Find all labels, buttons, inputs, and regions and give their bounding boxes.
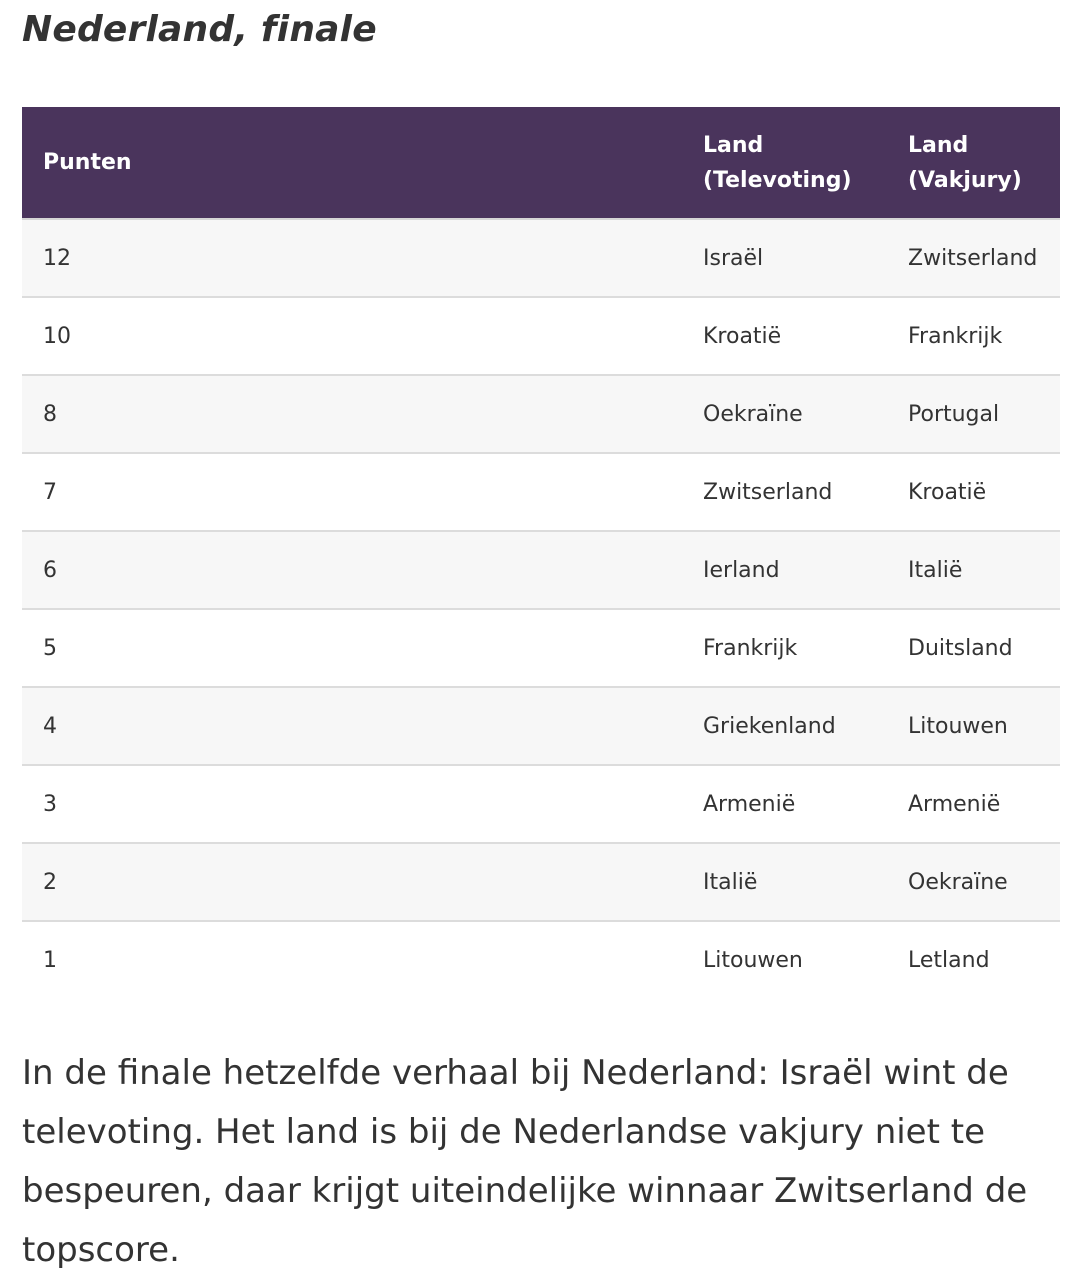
header-punten: Punten xyxy=(43,150,132,175)
points-cell: 5 xyxy=(43,635,57,661)
table-row xyxy=(22,219,1060,297)
vakjury-cell: Kroatië xyxy=(908,479,987,505)
table-row xyxy=(22,921,1060,999)
table-body xyxy=(22,219,1060,999)
points-cell: 2 xyxy=(43,869,57,895)
vakjury-cell: Zwitserland xyxy=(908,245,1038,271)
televoting-cell: Kroatië xyxy=(703,323,782,349)
televoting-cell: Israël xyxy=(703,245,764,271)
vakjury-cell: Frankrijk xyxy=(908,323,1003,349)
points-cell: 10 xyxy=(43,323,71,349)
section-heading: Nederland, finale xyxy=(22,9,377,50)
vakjury-cell: Oekraïne xyxy=(908,869,1008,895)
points-table-wrapper xyxy=(22,107,1060,999)
vakjury-cell: Litouwen xyxy=(908,713,1008,739)
vakjury-cell: Duitsland xyxy=(908,635,1013,661)
header-televoting-line1: Land xyxy=(703,132,764,158)
televoting-cell: Griekenland xyxy=(703,713,836,739)
televoting-cell: Armenië xyxy=(703,791,796,817)
points-cell: 4 xyxy=(43,713,57,739)
table-row xyxy=(22,453,1060,531)
table-row xyxy=(22,843,1060,921)
article-paragraph: In de finale hetzelfde verhaal bij Nederland: Israël wint de televoting. Het land is bij de Nederlandse vakjury niet te bespeuren, daar krijgt uiteindelijke winnaar Zwitserland de topscore. xyxy=(22,1053,1028,1270)
header-land-vakjury xyxy=(887,107,1060,219)
vakjury-cell: Italië xyxy=(908,557,963,583)
table-row xyxy=(22,297,1060,375)
header-vakjury-line1: Land xyxy=(908,132,969,158)
table-row xyxy=(22,531,1060,609)
televoting-cell: Ierland xyxy=(703,557,780,583)
points-table xyxy=(22,107,1060,999)
table-row xyxy=(22,609,1060,687)
televoting-cell: Oekraïne xyxy=(703,401,803,427)
points-cell: 3 xyxy=(43,791,57,817)
points-cell: 6 xyxy=(43,557,57,583)
points-cell: 12 xyxy=(43,245,71,271)
vakjury-cell: Armenië xyxy=(908,791,1001,817)
table-header-row xyxy=(22,107,1060,219)
televoting-cell: Zwitserland xyxy=(703,479,833,505)
televoting-cell: Italië xyxy=(703,869,758,895)
televoting-cell: Litouwen xyxy=(703,948,803,973)
table-row xyxy=(22,375,1060,453)
table-row xyxy=(22,765,1060,843)
points-cell: 8 xyxy=(43,401,57,427)
header-vakjury-line2: (Vakjury) xyxy=(908,167,1022,193)
vakjury-cell: Letland xyxy=(908,948,990,973)
table-header xyxy=(22,107,1060,219)
televoting-cell: Frankrijk xyxy=(703,635,798,661)
table-row xyxy=(22,687,1060,765)
points-cell: 7 xyxy=(43,479,57,505)
header-televoting-line2: (Televoting) xyxy=(703,167,852,193)
vakjury-cell: Portugal xyxy=(908,401,1000,427)
header-land-televoting xyxy=(682,107,887,219)
points-cell: 1 xyxy=(43,948,57,973)
